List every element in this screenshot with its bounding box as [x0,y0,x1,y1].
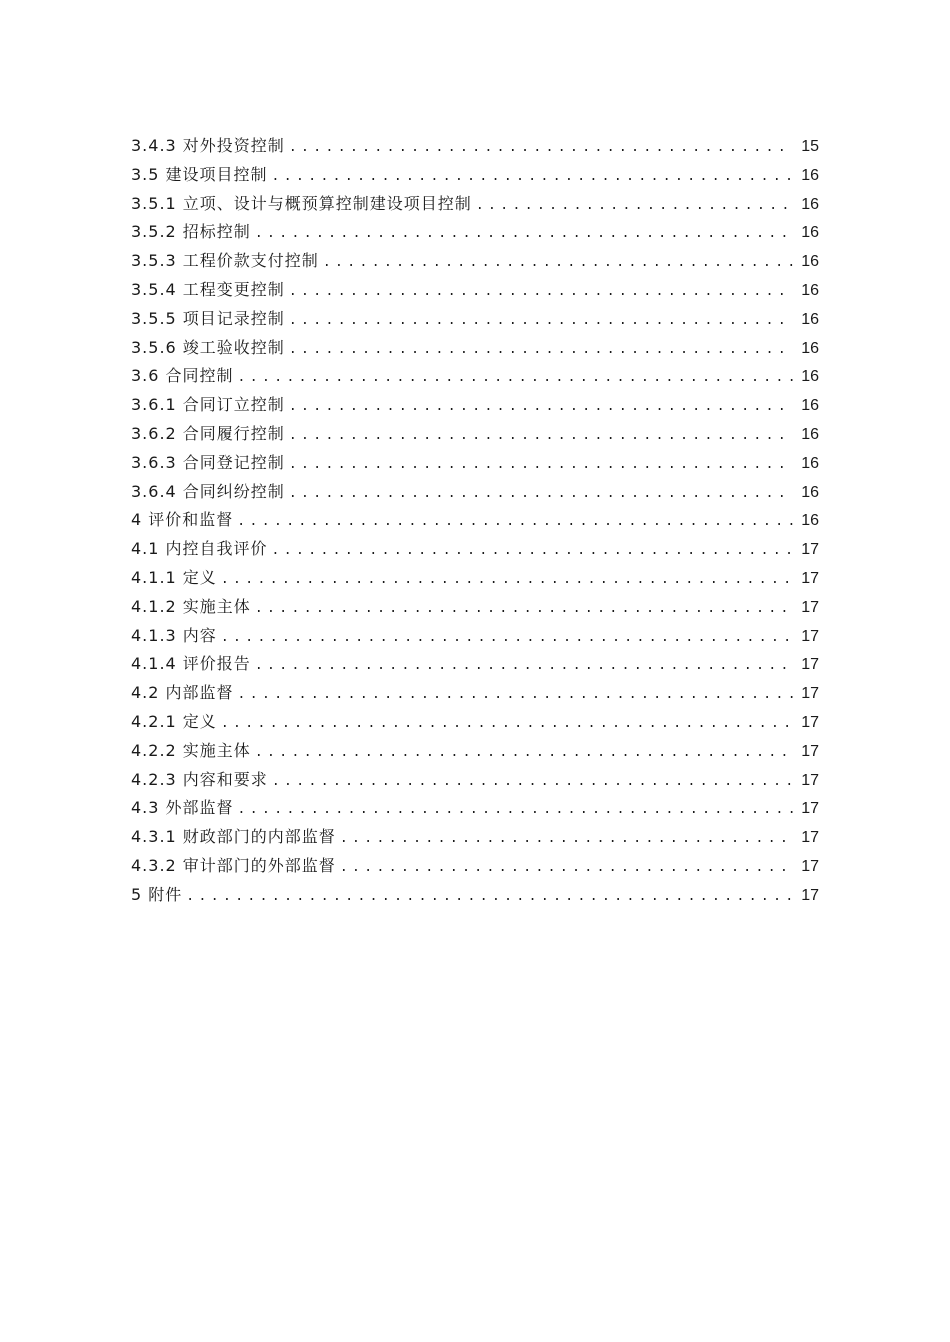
toc-dot-leader [289,134,793,161]
toc-entry[interactable] [131,650,819,679]
toc-entry[interactable] [131,132,819,161]
toc-entry[interactable] [131,478,819,507]
toc-entry-page-number: 16 [801,253,819,271]
toc-entry[interactable] [131,708,819,737]
toc-dot-leader [289,278,793,305]
toc-entry-title: 4.1.4 评价报告 [131,654,251,674]
toc-entry-title: 3.5.3 工程价款支付控制 [131,251,319,271]
toc-dot-leader [221,566,793,593]
toc-entry-page-number: 16 [801,166,819,184]
toc-dot-leader [289,480,793,507]
toc-entry-page-number: 17 [801,656,819,674]
toc-entry-page-number: 17 [801,713,819,731]
toc-entry[interactable] [131,161,819,190]
toc-entry-title: 3.5.1 立项、设计与概预算控制建设项目控制 [131,193,472,213]
toc-entry-page-number: 16 [801,425,819,443]
toc-entry[interactable] [131,737,819,766]
toc-entry-title: 4.2.2 实施主体 [131,740,251,760]
toc-dot-leader [340,825,793,852]
toc-entry-page-number: 16 [801,224,819,242]
toc-entry-page-number: 16 [801,339,819,357]
toc-dot-leader [272,768,793,795]
toc-entry[interactable] [131,593,819,622]
toc-dot-leader [255,739,793,766]
toc-entry-page-number: 17 [801,627,819,645]
toc-entry-title: 4.2 内部监督 [131,683,234,703]
table-of-contents [131,132,819,910]
toc-entry[interactable] [131,420,819,449]
toc-dot-leader [340,854,793,881]
toc-entry[interactable] [131,823,819,852]
toc-entry[interactable] [131,218,819,247]
toc-entry[interactable] [131,391,819,420]
toc-entry[interactable] [131,679,819,708]
toc-entry-page-number: 17 [801,829,819,847]
toc-entry-title: 4.3 外部监督 [131,798,234,818]
toc-entry-page-number: 17 [801,886,819,904]
toc-entry-title: 4.3.1 财政部门的内部监督 [131,827,336,847]
toc-entry-title: 3.5.4 工程变更控制 [131,279,285,299]
toc-dot-leader [289,307,793,334]
toc-entry-page-number: 17 [801,771,819,789]
toc-entry-title: 3.6 合同控制 [131,366,234,386]
toc-dot-leader [221,710,793,737]
toc-dot-leader [289,393,793,420]
toc-entry[interactable] [131,564,819,593]
toc-dot-leader [238,796,793,823]
toc-dot-leader [289,336,793,363]
toc-entry-title: 4.1.3 内容 [131,625,217,645]
toc-entry-title: 3.5.2 招标控制 [131,222,251,242]
toc-entry-title: 4.1.1 定义 [131,567,217,587]
toc-entry-page-number: 16 [801,483,819,501]
toc-entry-page-number: 16 [801,512,819,530]
toc-entry-title: 3.5.6 竣工验收控制 [131,337,285,357]
toc-entry-title: 3.6.1 合同订立控制 [131,395,285,415]
toc-entry-page-number: 16 [801,454,819,472]
toc-entry-title: 4.1 内控自我评价 [131,539,268,559]
toc-entry-page-number: 16 [801,310,819,328]
toc-dot-leader [238,364,793,391]
toc-entry-page-number: 16 [801,397,819,415]
toc-dot-leader [238,681,793,708]
toc-entry[interactable] [131,305,819,334]
toc-entry-title: 3.6.4 合同纠纷控制 [131,481,285,501]
toc-dot-leader [255,652,793,679]
toc-entry-title: 3.5 建设项目控制 [131,164,268,184]
toc-entry[interactable] [131,535,819,564]
toc-entry[interactable] [131,362,819,391]
toc-entry-page-number: 16 [801,368,819,386]
toc-dot-leader [272,163,793,190]
toc-entry-page-number: 17 [801,541,819,559]
toc-dot-leader [255,220,793,247]
toc-entry[interactable] [131,190,819,219]
toc-dot-leader [221,624,793,651]
toc-entry-page-number: 17 [801,800,819,818]
toc-entry[interactable] [131,506,819,535]
toc-dot-leader [289,451,793,478]
toc-dot-leader [186,883,793,910]
toc-dot-leader [476,192,793,219]
toc-entry-title: 4.2.1 定义 [131,711,217,731]
toc-dot-leader [323,249,793,276]
toc-entry-title: 4.2.3 内容和要求 [131,769,268,789]
toc-entry-page-number: 16 [801,195,819,213]
toc-entry-page-number: 17 [801,685,819,703]
toc-entry[interactable] [131,622,819,651]
toc-entry-page-number: 17 [801,742,819,760]
toc-dot-leader [272,537,793,564]
toc-entry-title: 4 评价和监督 [131,510,234,530]
toc-entry-page-number: 15 [801,138,819,155]
toc-entry[interactable] [131,276,819,305]
toc-entry-page-number: 17 [801,598,819,616]
toc-entry[interactable] [131,881,819,910]
toc-entry-title: 3.5.5 项目记录控制 [131,308,285,328]
toc-entry[interactable] [131,766,819,795]
toc-entry-title: 3.6.2 合同履行控制 [131,423,285,443]
toc-entry-title: 5 附件 [131,884,183,904]
toc-dot-leader [237,508,793,535]
toc-entry[interactable] [131,449,819,478]
toc-entry[interactable] [131,794,819,823]
toc-entry-title: 4.3.2 审计部门的外部监督 [131,855,336,875]
toc-dot-leader [289,422,793,449]
toc-entry[interactable] [131,334,819,363]
toc-entry[interactable] [131,852,819,881]
toc-entry[interactable] [131,247,819,276]
toc-entry-page-number: 16 [801,281,819,299]
toc-entry-title: 3.6.3 合同登记控制 [131,452,285,472]
toc-entry-page-number: 17 [801,569,819,587]
toc-dot-leader [255,595,793,622]
toc-entry-title: 4.1.2 实施主体 [131,596,251,616]
toc-entry-page-number: 17 [801,857,819,875]
toc-entry-title: 3.4.3 对外投资控制 [131,136,285,155]
